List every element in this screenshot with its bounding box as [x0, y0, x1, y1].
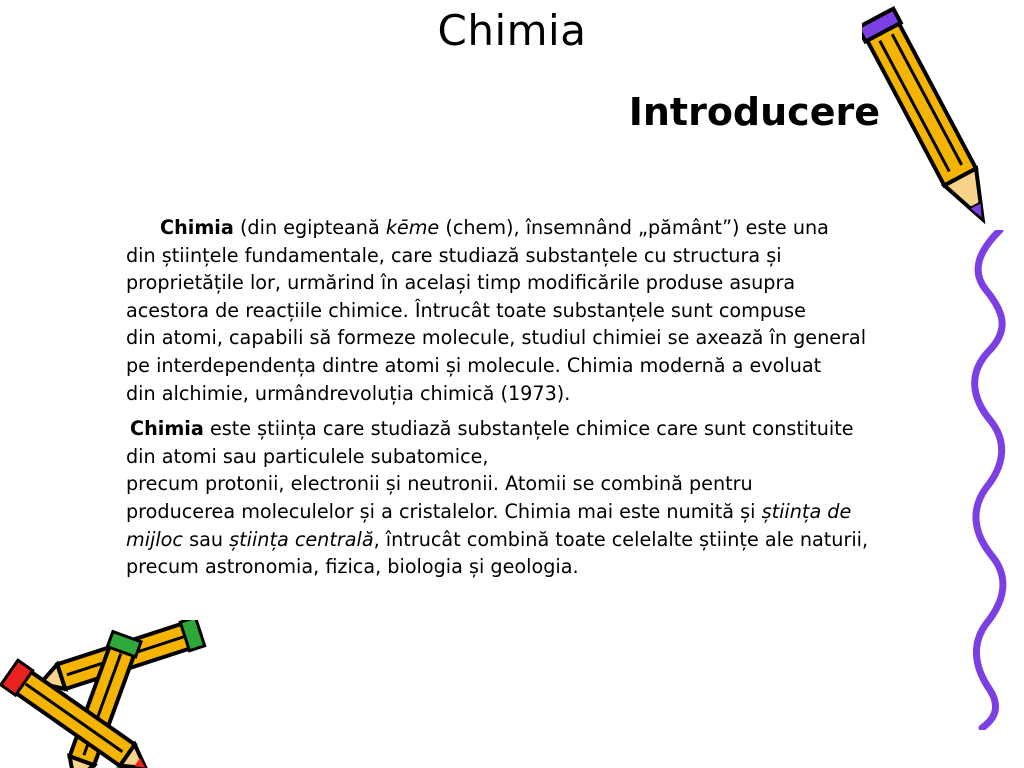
text-run: (chem), însemnând „pământ”) este una	[439, 216, 829, 239]
squiggle-line-decoration	[960, 230, 1024, 730]
text-run: din științele fundamentale, care studiază substanțele cu structura și	[126, 243, 782, 267]
text-run: , întrucât combină toate celelalte științe ale naturii,	[373, 527, 869, 551]
bold-term: Chimia	[130, 417, 204, 441]
text-run: precum astronomia, fizica, biologia și geologia.	[126, 555, 579, 579]
italic-term: mijloc	[126, 527, 183, 551]
text-run: precum protonii, electronii și neutronii. Atomii se combină pentru	[126, 472, 753, 496]
slide-title: Chimia	[437, 6, 587, 55]
text-run: producerea moleculelor și a cristalelor. Chimia mai este numită și	[126, 499, 762, 523]
italic-term: știința de	[761, 499, 852, 523]
text-run: din atomi sau particulele subatomice,	[126, 444, 489, 468]
text-run: (din egipteană	[233, 216, 386, 239]
text-run: din alchimie, urmândrevoluția chimică (1973).	[126, 381, 571, 405]
crossed-pencils-clipart	[0, 620, 210, 768]
text-run: este știința care studiază substanțele chimice care sunt constituite	[203, 417, 854, 441]
paragraph-2-content	[126, 417, 868, 578]
text-run: din atomi, capabili să formeze molecule, studiul chimiei se axează în general	[126, 326, 867, 350]
pencil-top-right-clipart	[862, 4, 1002, 244]
text-run: acestora de reacțiile chimice. Întrucât toate substanțele sunt compuse	[126, 298, 806, 322]
text-run: sau	[182, 527, 230, 551]
paragraph-1-content	[126, 216, 866, 405]
text-run: proprietățile lor, urmărind în același timp modificările produse asupra	[126, 271, 796, 295]
italic-term: kēme	[385, 216, 440, 239]
paragraph-2	[126, 415, 926, 581]
paragraph-1	[126, 214, 926, 407]
text-run: pe interdependența dintre atomi și molecule. Chimia modernă a evoluat	[126, 353, 822, 377]
slide-subtitle: Introducere	[628, 90, 880, 134]
italic-term: știința centrală	[229, 527, 374, 551]
bold-term: Chimia	[160, 216, 234, 239]
body-text	[126, 214, 926, 589]
